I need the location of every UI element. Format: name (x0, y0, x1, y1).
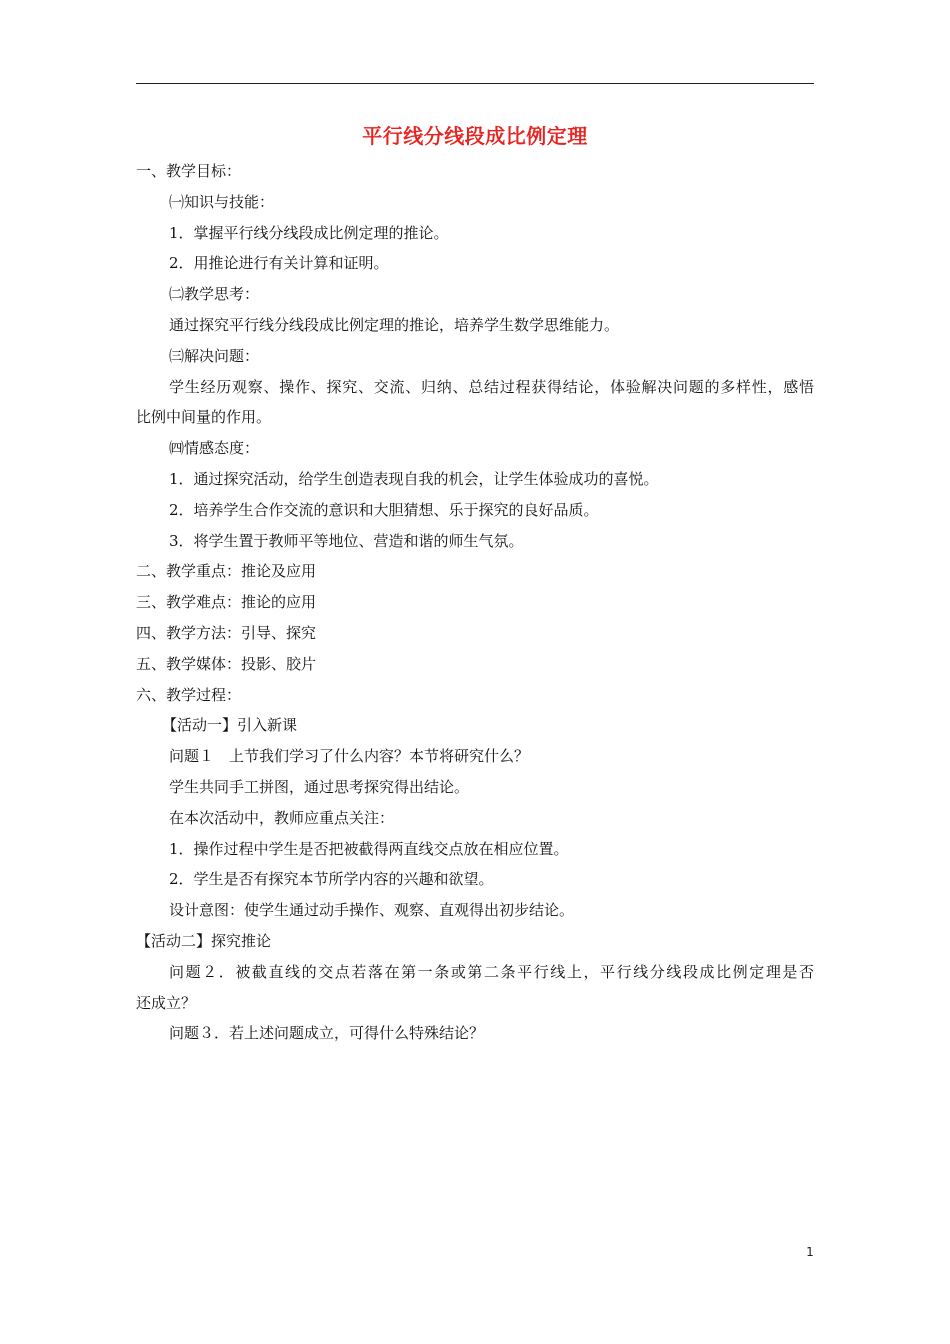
body-line: 【活动一】引入新课 (162, 716, 298, 735)
body-line: 问题３．若上述问题成立，可得什么特殊结论？ (169, 1024, 485, 1043)
header-rule (136, 83, 814, 84)
body-line: ㈢解决问题： (169, 346, 260, 365)
body-line: 一、教学目标： (136, 162, 242, 180)
body-line: 学生共同手工拼图，通过思考探究得出结论。 (169, 777, 470, 796)
body-line: 六、教学过程： (136, 685, 242, 704)
body-line: ㈣情感态度： (169, 439, 260, 458)
document-title: 平行线分线段成比例定理 (362, 124, 588, 148)
body-line: 五、教学媒体：投影、胶片 (136, 654, 317, 673)
body-line: 比例中间量的作用。 (136, 408, 272, 427)
body-line: ㈡教学思考： (169, 285, 260, 304)
body-line: 三、教学难点：推论的应用 (136, 593, 317, 612)
page-number: 1 (806, 1245, 814, 1259)
body-line: 学生经历观察、操作、探究、交流、归纳、总结过程获得结论，体验解决问题的多样性，感悟 (169, 377, 814, 396)
body-line: 【活动二】探究推论 (136, 931, 272, 950)
document-body (136, 156, 814, 1049)
body-line: 2．用推论进行有关计算和证明。 (169, 254, 389, 273)
body-line: 二、教学重点：推论及应用 (136, 562, 317, 581)
body-line: 还成立？ (136, 993, 197, 1012)
body-line: 问题１ 上节我们学习了什么内容？本节将研究什么？ (169, 747, 530, 766)
body-line: 3．将学生置于教师平等地位、营造和谐的师生气氛。 (169, 531, 524, 550)
body-line: 1．操作过程中学生是否把被截得两直线交点放在相应位置。 (169, 839, 569, 858)
body-line: 设计意图：使学生通过动手操作、观察、直观得出初步结论。 (169, 901, 575, 920)
body-line: 2．学生是否有探究本节所学内容的兴趣和欲望。 (169, 870, 494, 889)
body-line: 四、教学方法：引导、探究 (136, 623, 317, 642)
body-line: 通过探究平行线分线段成比例定理的推论，培养学生数学思维能力。 (169, 315, 620, 334)
body-line: 1．掌握平行线分线段成比例定理的推论。 (169, 223, 449, 242)
body-line: 在本次活动中，教师应重点关注： (169, 808, 395, 827)
body-line: 1．通过探究活动，给学生创造表现自我的机会，让学生体验成功的喜悦。 (169, 469, 659, 488)
body-line: 问题２．被截直线的交点若落在第一条或第二条平行线上，平行线分线段成比例定理是否 (169, 962, 814, 981)
body-line: 2．培养学生合作交流的意识和大胆猜想、乐于探究的良好品质。 (169, 500, 599, 519)
body-line: ㈠知识与技能： (169, 192, 275, 211)
